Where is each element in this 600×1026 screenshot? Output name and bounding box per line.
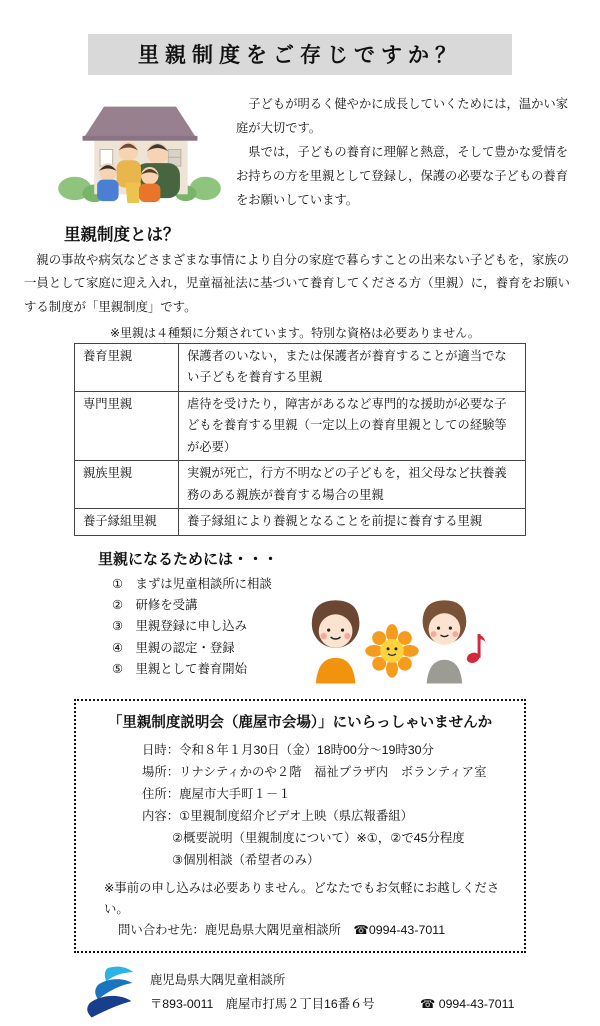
type-cell: 養子縁組里親 (75, 509, 179, 536)
footer-phone: ☎ 0994-43-7011 (420, 996, 515, 1011)
session-content-line-2: ②概要説明（里親制度について）※①，②で45分程度 (172, 830, 465, 845)
blue-swoosh-logo (78, 965, 136, 1021)
become-heading: 里親になるためには・・・ (98, 550, 279, 568)
music-note-icon (465, 634, 485, 665)
session-contact: 問い合わせ先：鹿児島県大隅児童相談所 ☎0994-43-7011 (118, 923, 446, 938)
desc-cell: 虐待を受けたり，障害があるなど専門的な援助が必要な子どもを養育する里親（一定以上の養育里親としての経験等が必要） (179, 391, 526, 461)
footer (78, 965, 600, 1026)
step-item: ② 研修を受講 (112, 597, 198, 612)
family-house-image (56, 93, 224, 205)
children-image (298, 596, 486, 686)
type-cell: 専門里親 (75, 391, 179, 461)
about-body: 親の事故や病気などさまざまな事情により自分の家庭で暮らすことの出来ない子どもを，家族の一員として家庭に迎え入れ，児童福祉法に基づいて養育してくださる方（里親）に，養育をお願いする制度が「里親制度」です。 (24, 252, 570, 314)
type-cell: 親族里親 (75, 461, 179, 509)
session-info-box (74, 699, 526, 954)
intro-paragraph-2: 県では，子どもの養育に理解と熱意，そして豊かな愛情をお持ちの方を里親として登録し，保護の必要な子どもの養育をお願いしています。 (236, 144, 569, 207)
become-steps-list (112, 574, 272, 681)
top-section (56, 93, 574, 213)
desc-cell: 保護者のいない，または保護者が養育することが適当でない子どもを養育する里親 (179, 343, 526, 391)
about-note: ※里親は４種類に分類されています。特別な資格は必要ありません。 (110, 325, 480, 340)
become-section (112, 574, 600, 691)
session-place: 場所：リナシティかのや２階 福祉プラザ内 ボランティア室 (142, 764, 487, 779)
family-house-illustration (56, 93, 224, 210)
intro-paragraph-1: 子どもが明るく健やかに成長していくためには，温かい家庭が大切です。 (236, 97, 569, 135)
about-heading: 里親制度とは？ (64, 225, 180, 244)
desc-cell: 養子縁組により養親となることを前提に養育する里親 (179, 509, 526, 536)
session-address: 住所：鹿屋市大手町１－１ (142, 786, 291, 801)
footer-address-line (150, 993, 514, 1016)
table-row (75, 461, 526, 509)
step-item: ① まずは児童相談所に相談 (112, 576, 272, 591)
step-item: ③ 里親登録に申し込み (112, 619, 248, 634)
table-row (75, 509, 526, 536)
session-box-title: 「里親制度説明会（鹿屋市会場）」にいらっしゃいませんか (107, 714, 493, 731)
children-illustration (298, 596, 486, 691)
footer-office-name: 鹿児島県大隅児童相談所 (150, 973, 286, 988)
foster-types-table (74, 343, 526, 536)
table-row (75, 343, 526, 391)
session-content-line-3: ③個別相談（希望者のみ） (172, 853, 320, 868)
session-content-line-1: 内容：①里親制度紹介ビデオ上映（県広報番組） (142, 808, 414, 823)
type-cell: 養育里親 (75, 343, 179, 391)
footer-address: 〒893-0011 鹿屋市打馬２丁目16番６号 (150, 996, 375, 1011)
footer-text (150, 965, 514, 1016)
step-item: ④ 里親の認定・登録 (112, 640, 235, 655)
table-row (75, 391, 526, 461)
page-title: 里親制度をご存じですか？ (88, 34, 512, 75)
desc-cell: 実親が死亡，行方不明などの子どもを，祖父母など扶養義務のある親族が養育する場合の里親 (179, 461, 526, 509)
session-datetime: 日時：令和８年１月30日（金）18時00分～19時30分 (142, 742, 434, 757)
step-item: ⑤ 里親として養育開始 (112, 661, 248, 676)
flyer-page (0, 34, 600, 1011)
session-note: ※事前の申し込みは必要ありません。どなたでもお気軽にお越しください。 (104, 881, 500, 917)
prefecture-logo-icon (78, 965, 136, 1026)
intro-text (236, 93, 574, 213)
